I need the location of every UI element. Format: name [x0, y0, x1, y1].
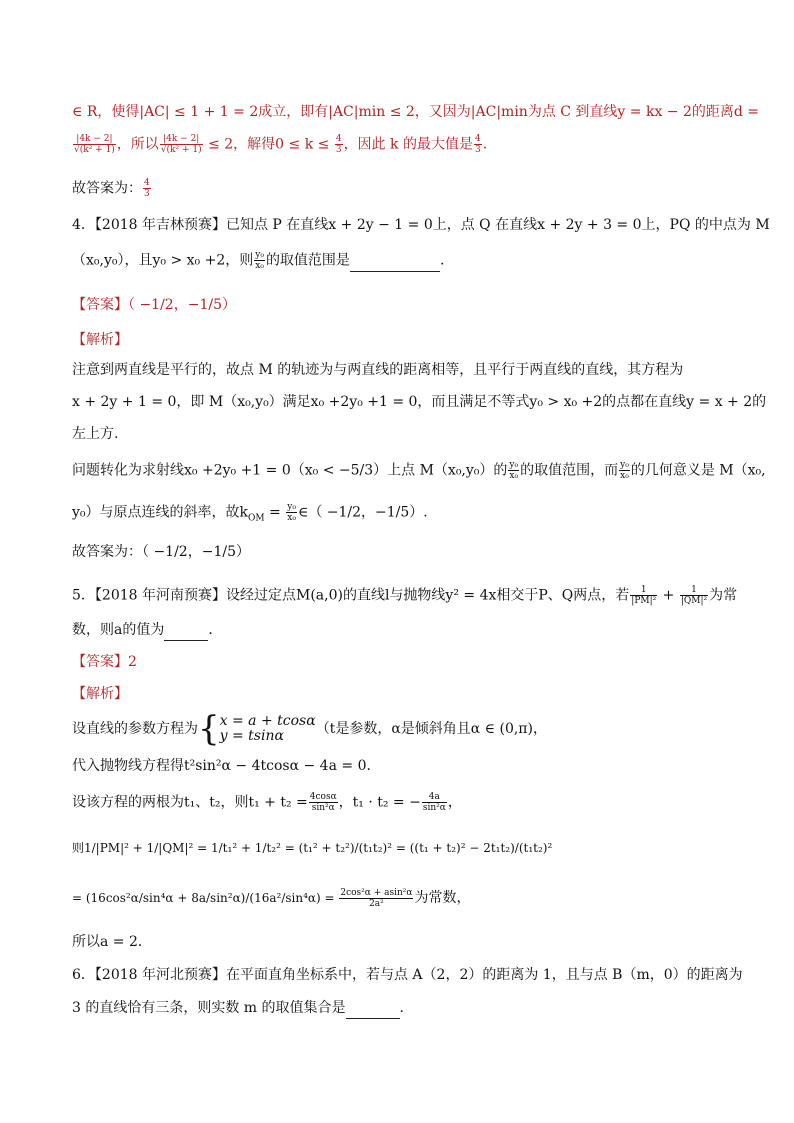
answer-blank — [346, 998, 400, 1019]
distance-fraction: $\frac{|4k - 2|}{\text{√(k² + 1)}}$ — [74, 134, 115, 155]
q4-stem-line-2: （x₀,y₀），且y₀ > x₀ +2，则 $\frac{\text{y₀}}{\text{x₀}}$ 的取值范围是 . — [72, 250, 445, 271]
q5-analysis-6: 所以a = 2． — [72, 934, 152, 950]
q4-analysis-2: x + 2y + 1 = 0，即 M（x₀,y₀）满足x₀ +2y₀ +1 = 0，而且满足不等式y₀ > x₀ +2的点都在直线y = x + 2的 — [72, 394, 767, 410]
q5-analysis-5: = (16cos²α/sin⁴α + 8a/sin²α)/(16a²/sin⁴α) = $\frac{\text{2cos²α + asin²α}}{\text{2a²}}$ 为常数， — [72, 888, 471, 909]
q5-analysis-label: 【解析】 — [72, 686, 128, 702]
answer-blank — [164, 620, 208, 641]
q4-analysis-label: 【解析】 — [72, 332, 128, 348]
parametric-system: x = a + tcosα y = tsinα — [219, 713, 316, 744]
p3-line-2: $\frac{|4k - 2|}{\text{√(k² + 1)}}$ ，所以 $\frac{|4k - 2|}{\text{√(k² + 1)}}$ ≤ 2，解得0 ≤ k ≤ $\frac{4}{3}$ ，因此 k 的最大值是 $\frac{4}{3}$ . — [74, 134, 488, 155]
q4-answer: 【答案】（ −1/2，−1/5） — [72, 297, 236, 313]
q4-analysis-4: 问题转化为求射线x₀ +2y₀ +1 = 0（x₀ < −5/3）上点 M（x₀,y₀）的 $\frac{\text{y₀}}{\text{x₀}}$ 的取值范围，而 $\frac{\text{y₀}}{\text{x₀}}$ 的几何意义是 M（x₀, — [72, 460, 766, 481]
q5-analysis-1: 设直线的参数方程为{ x = a + tcosα y = tsinα （t是参数，α是倾斜角且α ∈ (0,π)， — [72, 709, 547, 749]
q5-stem-line-1: 5．【2018 年河南预赛】设经过定点M(a,0)的直线l与抛物线y² = 4x相交于P、Q两点，若 $\frac{1}{\text{|PM|²}}$ + $\frac{1}{\text{|QM|²}}$ 为常 — [72, 585, 738, 606]
q5-stem-line-2: 数，则a的值为 ． — [72, 620, 222, 641]
answer-blank — [350, 251, 440, 272]
q4-analysis-1: 注意到两直线是平行的，故点 M 的轨迹为与两直线的距离相等，且平行于两直线的直线，其方程为 — [72, 362, 684, 378]
p3-line-1: ∈ R，使得|AC| ≤ 1 + 1 = 2成立，即有|AC|min ≤ 2，又因为|AC|min为点 C 到直线y = kx − 2的距离d = — [72, 104, 760, 120]
q4-analysis-3: 左上方. — [72, 426, 119, 442]
q4-analysis-5: y₀）与原点连线的斜率，故$k_{OM}$ = $\frac{\text{y₀}}{\text{x₀}}$ ∈（ −1/2，−1/5）. — [72, 502, 428, 524]
q4-final-answer: 故答案为：（ −1/2，−1/5） — [72, 544, 250, 560]
q5-analysis-2: 代入抛物线方程得t²sin²α − 4tcosα − 4a = 0． — [72, 758, 381, 774]
q4-stem-line-1: 4．【2018 年吉林预赛】已知点 P 在直线x + 2y − 1 = 0上，点 Q 在直线x + 2y + 3 = 0上，PQ 的中点为 M — [72, 217, 770, 233]
q5-analysis-3: 设该方程的两根为t₁、t₂，则t₁ + t₂ = $\frac{4\cos\alpha}{\text{sin²α}}$ ，t₁ · t₂ = − $\frac{4a}{\text{sin²α}}$ ， — [72, 792, 462, 813]
q5-answer: 【答案】2 — [72, 654, 137, 670]
q6-stem-line-1: 6．【2018 年河北预赛】在平面直角坐标系中，若与点 A（2，2）的距离为 1，且与点 B（m，0）的距离为 — [72, 967, 743, 983]
q6-stem-line-2: 3 的直线恰有三条，则实数 m 的取值集合是 . — [72, 998, 404, 1019]
p3-answer: 故答案为： $\frac{4}{3}$ — [72, 178, 150, 199]
distance-fraction-2: $\frac{|4k - 2|}{\text{√(k² + 1)}}$ — [160, 134, 202, 155]
q5-analysis-4: 则1/|PM|² + 1/|QM|² = 1/t₁² + 1/t₂² = (t₁² + t₂²)/(t₁t₂)² = ((t₁ + t₂)² − 2t₁t₂)/(t₁t₂)² — [72, 841, 553, 855]
